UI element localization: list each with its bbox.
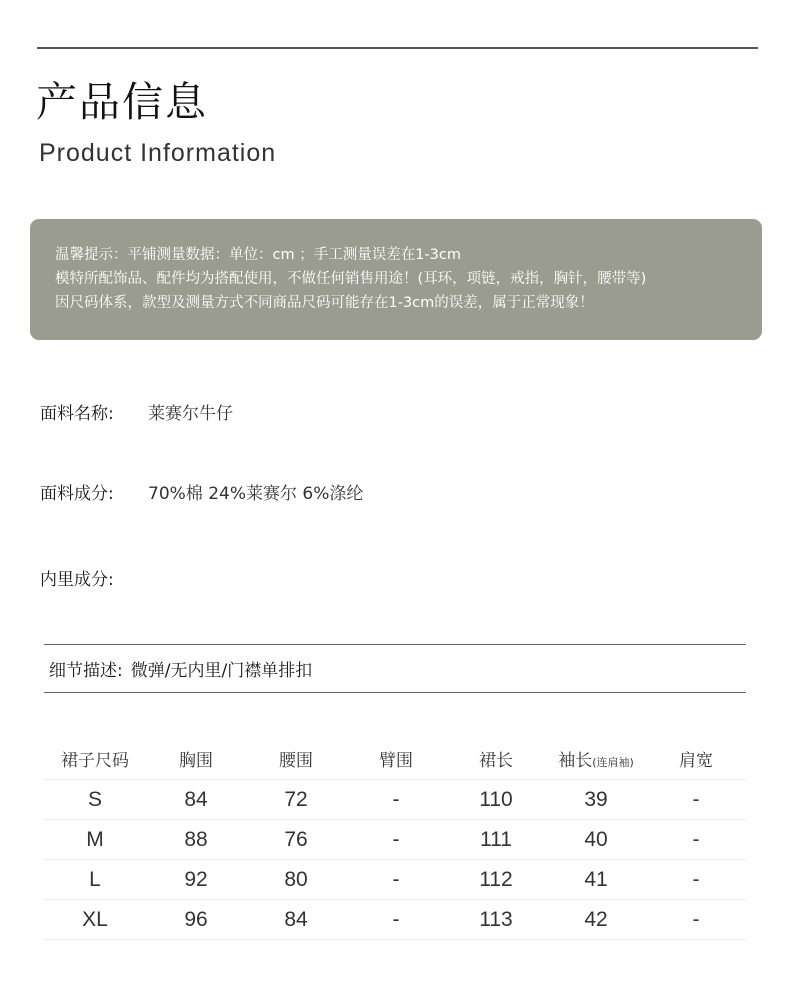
notice-line: 因尺码体系，款型及测量方式不同商品尺码可能存在1-3cm的误差，属于正常现象！ <box>55 295 594 311</box>
cell-arm: - <box>346 780 446 820</box>
cell-size: S <box>44 780 146 820</box>
cell-size: M <box>44 820 146 860</box>
cell-dress-length: 110 <box>446 780 546 820</box>
size-table-header-row <box>44 738 746 780</box>
table-row <box>44 820 746 860</box>
cell-dress-length: 111 <box>446 820 546 860</box>
cell-sleeve: 41 <box>546 860 646 900</box>
cell-size: L <box>44 860 146 900</box>
cell-arm: - <box>346 900 446 940</box>
cell-waist: 72 <box>246 780 346 820</box>
top-divider <box>37 47 758 49</box>
detail-label: 细节描述: <box>49 660 123 681</box>
cell-shoulder: - <box>646 780 746 820</box>
header-size: 裙子尺码 <box>44 738 146 780</box>
header-sleeve-note: (连肩袖) <box>592 756 634 769</box>
size-table <box>44 738 746 940</box>
cell-dress-length: 112 <box>446 860 546 900</box>
notice-box <box>30 219 762 340</box>
cell-bust: 84 <box>146 780 246 820</box>
fabric-composition-value: 70%棉 24%莱赛尔 6%涤纶 <box>148 483 364 504</box>
notice-line: 模特所配饰品、配件均为搭配使用，不做任何销售用途！(耳环，项链，戒指，胸针，腰带等) <box>55 271 647 287</box>
cell-sleeve: 42 <box>546 900 646 940</box>
table-row <box>44 780 746 820</box>
fabric-name-label: 面料名称: <box>40 403 114 424</box>
cell-bust: 96 <box>146 900 246 940</box>
fabric-name-row <box>40 398 233 424</box>
table-row <box>44 900 746 940</box>
cell-sleeve: 39 <box>546 780 646 820</box>
fabric-composition-label: 面料成分: <box>40 483 114 504</box>
cell-waist: 80 <box>246 860 346 900</box>
detail-value: 微弹/无内里/门襟单排扣 <box>130 660 313 681</box>
page-title: 产品信息 <box>36 78 208 126</box>
header-sleeve-label: 袖长 <box>558 751 593 771</box>
cell-sleeve: 40 <box>546 820 646 860</box>
page-subtitle: Product Information <box>39 139 277 167</box>
cell-dress-length: 113 <box>446 900 546 940</box>
cell-shoulder: - <box>646 860 746 900</box>
cell-arm: - <box>346 820 446 860</box>
header-shoulder: 肩宽 <box>646 738 746 780</box>
cell-bust: 88 <box>146 820 246 860</box>
fabric-composition-row <box>40 478 363 504</box>
cell-bust: 92 <box>146 860 246 900</box>
header-dress-length: 裙长 <box>446 738 546 780</box>
lining-row <box>40 564 148 590</box>
cell-shoulder: - <box>646 820 746 860</box>
cell-size: XL <box>44 900 146 940</box>
notice-line: 温馨提示：平铺测量数据：单位：cm ；手工测量误差在1-3cm <box>55 247 461 263</box>
cell-arm: - <box>346 860 446 900</box>
lining-label: 内里成分: <box>40 569 114 590</box>
header-arm: 臂围 <box>346 738 446 780</box>
detail-bottom-divider <box>44 692 746 693</box>
detail-top-divider <box>44 644 746 645</box>
cell-waist: 84 <box>246 900 346 940</box>
fabric-name-value: 莱赛尔牛仔 <box>148 403 233 424</box>
table-row <box>44 860 746 900</box>
header-sleeve <box>546 738 646 780</box>
cell-waist: 76 <box>246 820 346 860</box>
detail-row <box>49 655 312 681</box>
cell-shoulder: - <box>646 900 746 940</box>
header-waist: 腰围 <box>246 738 346 780</box>
header-bust: 胸围 <box>146 738 246 780</box>
